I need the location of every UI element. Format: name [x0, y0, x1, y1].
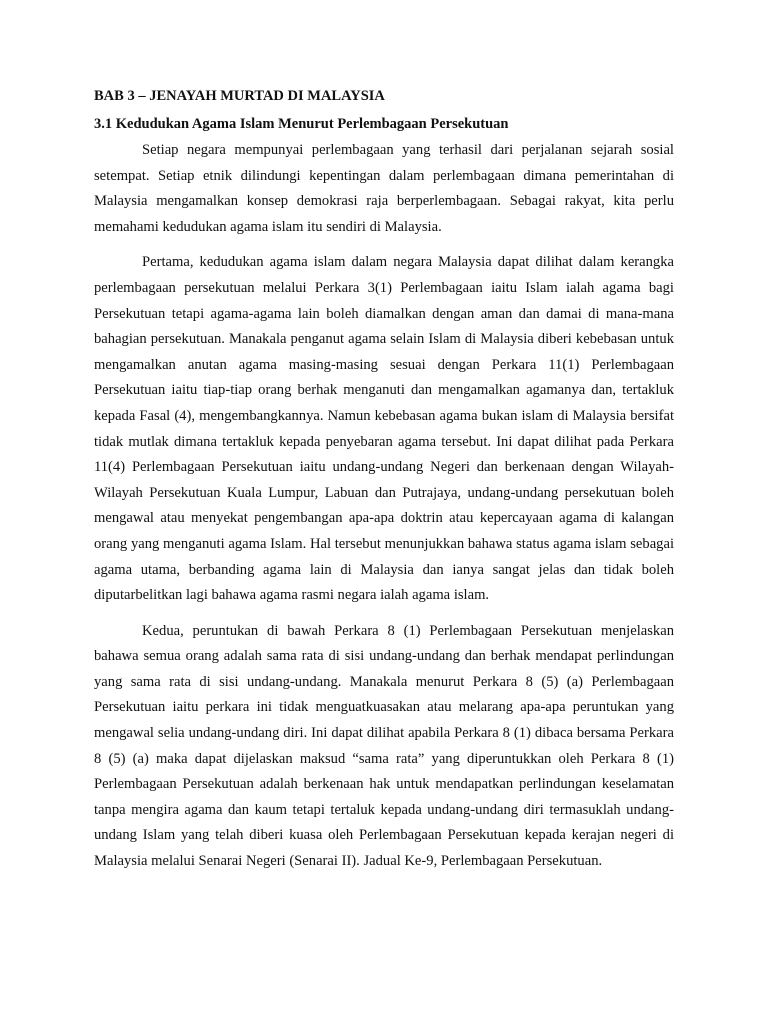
paragraph-3: Kedua, peruntukan di bawah Perkara 8 (1) Perlembagaan Persekutuan menjelaskan bahawa semua orang adalah sama rata di sisi undang-undang dan berhak mendapat perlindungan yang sama rata di sisi undang-undang. Manakala menurut Perkara 8 (5) (a) Perlembagaan Persekutuan iaitu perkara ini tidak menguatkuasakan atau melarang apa-apa peruntukan yang mengawal selia undang-undang diri. Ini dapat dilihat apabila Perkara 8 (1) dibaca bersama Perkara 8 (5) (a) maka dapat dijelaskan maksud “sama rata” yang diperuntukkan oleh Perkara 8 (1) Perlembagaan Persekutuan adalah berkenaan hak untuk mendapatkan perlindungan keselamatan tanpa mengira agama dan kaum tetapi tertaluk kepada undang-undang diri termasuklah undang-undang Islam yang telah diberi kuasa oleh Perlembagaan Persekutuan kepada kerajan negeri di Malaysia melalui Senarai Negeri (Senarai II). Jadual Ke-9, Perlembagaan Persekutuan. — [94, 622, 674, 870]
paragraph-2: Pertama, kedudukan agama islam dalam negara Malaysia dapat dilihat dalam kerangka perlembagaan persekutuan melalui Perkara 3(1) Perlembagaan iaitu Islam ialah agama bagi Persekutuan tetapi agama-agama lain boleh diamalkan dengan aman dan damai di mana-mana bahagian persekutuan. Manakala penganut agama selain Islam di Malaysia diberi kebebasan untuk mengamalkan anutan agama masing-masing sesuai dengan Perkara 11(1) Perlembagaan Persekutuan iaitu tiap-tiap orang berhak menganuti dan mengamalkan agamanya dan, tertakluk kepada Fasal (4), mengembangkannya. Namun kebebasan agama bukan islam di Malaysia bersifat tidak mutlak dimana tertakluk kepada penyebaran agama tersebut. Ini dapat dilihat pada Perkara 11(4) Perlembagaan Persekutuan iaitu undang-undang Negeri dan berkenaan dengan Wilayah-Wilayah Persekutuan Kuala Lumpur, Labuan dan Putrajaya, undang-undang persekutuan boleh mengawal atau menyekat pengembangan apa-apa doktrin atau kepercayaan agama di kalangan orang yang menganuti agama Islam. Hal tersebut menunjukkan bahawa status agama islam sebagai agama utama, berbanding agama lain di Malaysia dan ianya sangat jelas dan tidak boleh diputarbelitkan lagi bahawa agama rasmi negara ialah agama islam. — [94, 254, 674, 604]
section-title: 3.1 Kedudukan Agama Islam Menurut Perlembagaan Persekutuan — [94, 116, 509, 132]
chapter-title: BAB 3 – JENAYAH MURTAD DI MALAYSIA — [94, 88, 385, 104]
paragraph-1: Setiap negara mempunyai perlembagaan yang terhasil dari perjalanan sejarah sosial setempat. Setiap etnik dilindungi kepentingan dalam perlembagaan dimana pemerintahan di Malaysia mengamalkan konsep demokrasi raja berperlembagaan. Sebagai rakyat, kita perlu memahami kedudukan agama islam itu sendiri di Malaysia. — [94, 142, 674, 235]
